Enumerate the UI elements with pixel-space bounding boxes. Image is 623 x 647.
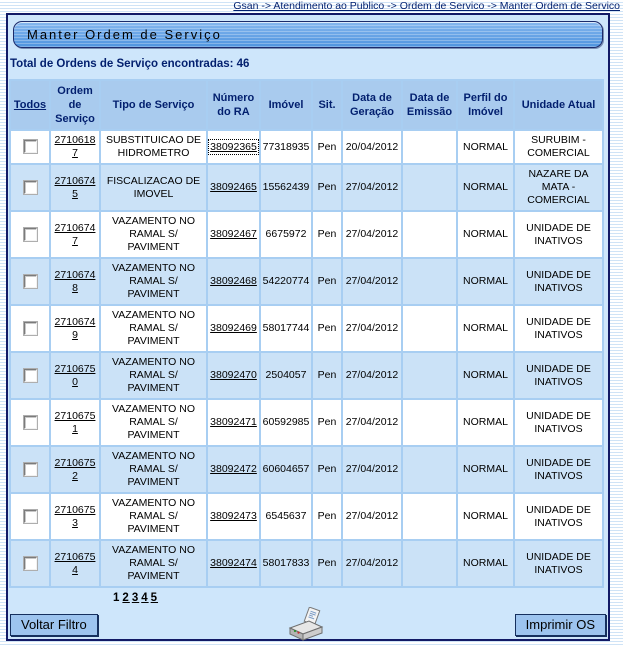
tipo-servico-cell: VAZAMENTO NO RAMAL S/ PAVIMENT	[100, 493, 207, 540]
column-header: Perfil do Imóvel	[457, 80, 514, 130]
ra-link[interactable]: 38092467	[210, 228, 257, 240]
data-geracao-cell: 27/04/2012	[342, 352, 402, 399]
ra-cell	[207, 305, 260, 352]
os-link[interactable]: 27106747	[54, 221, 96, 247]
table-row	[10, 258, 603, 305]
situacao-cell: Pen	[312, 446, 342, 493]
ra-cell	[207, 211, 260, 258]
row-checkbox[interactable]	[24, 463, 37, 476]
row-checkbox[interactable]	[24, 140, 37, 153]
tipo-servico-cell: VAZAMENTO NO RAMAL S/ PAVIMENT	[100, 258, 207, 305]
main-frame	[6, 13, 610, 641]
situacao-cell: Pen	[312, 540, 342, 587]
ra-cell	[207, 399, 260, 446]
os-cell	[50, 399, 100, 446]
situacao-cell: Pen	[312, 211, 342, 258]
data-geracao-cell: 27/04/2012	[342, 446, 402, 493]
os-cell	[50, 493, 100, 540]
unidade-atual-cell: UNIDADE DE INATIVOS	[514, 258, 603, 305]
data-geracao-cell: 27/04/2012	[342, 211, 402, 258]
data-geracao-cell: 20/04/2012	[342, 130, 402, 164]
perfil-imovel-cell: NORMAL	[457, 211, 514, 258]
situacao-cell: Pen	[312, 493, 342, 540]
tipo-servico-cell: VAZAMENTO NO RAMAL S/ PAVIMENT	[100, 540, 207, 587]
unidade-atual-cell: UNIDADE DE INATIVOS	[514, 399, 603, 446]
os-link[interactable]: 27106745	[54, 174, 96, 200]
imovel-cell: 60592985	[260, 399, 312, 446]
checkbox-cell	[10, 493, 50, 540]
situacao-cell: Pen	[312, 130, 342, 164]
results-summary: Total de Ordens de Serviço encontradas: 46	[10, 58, 250, 70]
data-emissao-cell	[402, 446, 457, 493]
situacao-cell: Pen	[312, 258, 342, 305]
row-checkbox[interactable]	[24, 181, 37, 194]
os-cell	[50, 305, 100, 352]
perfil-imovel-cell: NORMAL	[457, 130, 514, 164]
column-header: Data de Geração	[342, 80, 402, 130]
unidade-atual-cell: UNIDADE DE INATIVOS	[514, 446, 603, 493]
imprimir-os-button[interactable]: Imprimir OS	[515, 614, 606, 636]
footer-bar	[10, 607, 606, 643]
data-emissao-cell	[402, 540, 457, 587]
row-checkbox[interactable]	[24, 369, 37, 382]
ra-link[interactable]: 38092465	[210, 181, 257, 193]
tipo-servico-cell: VAZAMENTO NO RAMAL S/ PAVIMENT	[100, 446, 207, 493]
ra-link[interactable]: 38092469	[210, 322, 257, 334]
data-emissao-cell	[402, 305, 457, 352]
os-cell	[50, 164, 100, 211]
table-row	[10, 493, 603, 540]
column-header: Imóvel	[260, 80, 312, 130]
table-row	[10, 164, 603, 211]
unidade-atual-cell: SURUBIM - COMERCIAL	[514, 130, 603, 164]
perfil-imovel-cell: NORMAL	[457, 493, 514, 540]
checkbox-cell	[10, 352, 50, 399]
imovel-cell: 58017744	[260, 305, 312, 352]
row-checkbox[interactable]	[24, 322, 37, 335]
perfil-imovel-cell: NORMAL	[457, 352, 514, 399]
data-emissao-cell	[402, 493, 457, 540]
select-all-link[interactable]: Todos	[13, 99, 47, 111]
situacao-cell: Pen	[312, 305, 342, 352]
imovel-cell: 2504057	[260, 352, 312, 399]
situacao-cell: Pen	[312, 399, 342, 446]
ra-link[interactable]: 38092468	[210, 275, 257, 287]
ra-cell	[207, 258, 260, 305]
perfil-imovel-cell: NORMAL	[457, 258, 514, 305]
voltar-filtro-button[interactable]: Voltar Filtro	[10, 614, 98, 636]
ra-cell	[207, 164, 260, 211]
page-link[interactable]: 5	[150, 592, 159, 604]
situacao-cell: Pen	[312, 352, 342, 399]
checkbox-cell	[10, 540, 50, 587]
table-row	[10, 130, 603, 164]
data-geracao-cell: 27/04/2012	[342, 399, 402, 446]
data-geracao-cell: 27/04/2012	[342, 164, 402, 211]
os-cell	[50, 211, 100, 258]
imovel-cell: 15562439	[260, 164, 312, 211]
imovel-cell: 54220774	[260, 258, 312, 305]
page-title: Manter Ordem de Serviço	[27, 27, 222, 42]
ra-link[interactable]: 38092470	[210, 369, 257, 381]
column-header: Tipo de Serviço	[100, 80, 207, 130]
tipo-servico-cell: VAZAMENTO NO RAMAL S/ PAVIMENT	[100, 305, 207, 352]
os-link[interactable]: 27106753	[54, 503, 96, 529]
column-header: Data de Emissão	[402, 80, 457, 130]
page-link[interactable]: 3	[131, 592, 140, 604]
data-emissao-cell	[402, 399, 457, 446]
row-checkbox[interactable]	[24, 275, 37, 288]
page-links	[120, 592, 158, 604]
os-link[interactable]: 27106754	[54, 550, 96, 576]
page-title-bar	[13, 21, 603, 48]
os-cell	[50, 352, 100, 399]
checkbox-cell	[10, 164, 50, 211]
os-cell	[50, 540, 100, 587]
unidade-atual-cell: UNIDADE DE INATIVOS	[514, 305, 603, 352]
tipo-servico-cell: VAZAMENTO NO RAMAL S/ PAVIMENT	[100, 352, 207, 399]
imovel-cell: 58017833	[260, 540, 312, 587]
ra-cell	[207, 446, 260, 493]
data-geracao-cell: 27/04/2012	[342, 305, 402, 352]
ra-cell	[207, 493, 260, 540]
os-link[interactable]: 27106748	[54, 268, 96, 294]
checkbox-cell	[10, 399, 50, 446]
perfil-imovel-cell: NORMAL	[457, 399, 514, 446]
os-cell	[50, 130, 100, 164]
tipo-servico-cell: FISCALIZACAO DE IMOVEL	[100, 164, 207, 211]
perfil-imovel-cell: NORMAL	[457, 540, 514, 587]
table-row	[10, 446, 603, 493]
perfil-imovel-cell: NORMAL	[457, 305, 514, 352]
ra-cell	[207, 130, 260, 164]
data-emissao-cell	[402, 352, 457, 399]
unidade-atual-cell: NAZARE DA MATA - COMERCIAL	[514, 164, 603, 211]
os-link[interactable]: 27106749	[54, 315, 96, 341]
table-header-row	[10, 80, 603, 130]
pagination	[113, 592, 608, 604]
data-geracao-cell: 27/04/2012	[342, 258, 402, 305]
tipo-servico-cell: SUBSTITUICAO DE HIDROMETRO	[100, 130, 207, 164]
table-row	[10, 352, 603, 399]
checkbox-cell	[10, 211, 50, 258]
checkbox-cell	[10, 446, 50, 493]
os-cell	[50, 258, 100, 305]
breadcrumb-link[interactable]: Gsan -> Atendimento ao Publico -> Ordem de Servico -> Manter Ordem de Servico	[233, 0, 620, 12]
page-link[interactable]: 4	[141, 592, 149, 604]
ra-link[interactable]: 38092474	[210, 557, 257, 569]
os-link[interactable]: 27106752	[54, 456, 96, 482]
ra-cell	[207, 540, 260, 587]
unidade-atual-cell: UNIDADE DE INATIVOS	[514, 211, 603, 258]
row-checkbox[interactable]	[24, 228, 37, 241]
os-link[interactable]: 27106751	[54, 409, 96, 435]
page-current: 1	[113, 592, 121, 604]
checkbox-cell	[10, 305, 50, 352]
data-geracao-cell: 27/04/2012	[342, 540, 402, 587]
page-link[interactable]: 2	[122, 592, 130, 604]
column-header: Sit.	[312, 80, 342, 130]
column-header: Unidade Atual	[514, 80, 603, 130]
data-emissao-cell	[402, 211, 457, 258]
os-cell	[50, 446, 100, 493]
checkbox-cell	[10, 130, 50, 164]
orders-table	[9, 79, 604, 588]
data-geracao-cell: 27/04/2012	[342, 493, 402, 540]
data-emissao-cell	[402, 258, 457, 305]
tipo-servico-cell: VAZAMENTO NO RAMAL S/ PAVIMENT	[100, 399, 207, 446]
ra-link[interactable]: 38092471	[210, 416, 257, 428]
column-header: Número do RA	[207, 80, 260, 130]
table-row	[10, 305, 603, 352]
column-header: Ordem de Serviço	[50, 80, 100, 130]
ra-link[interactable]: 38092365	[210, 140, 257, 153]
os-link[interactable]: 27106187	[54, 134, 96, 159]
perfil-imovel-cell: NORMAL	[457, 446, 514, 493]
table-row	[10, 399, 603, 446]
checkbox-cell	[10, 258, 50, 305]
printer-icon[interactable]	[286, 607, 326, 643]
row-checkbox[interactable]	[24, 510, 37, 523]
row-checkbox[interactable]	[24, 416, 37, 429]
os-link[interactable]: 27106750	[54, 362, 96, 388]
tipo-servico-cell: VAZAMENTO NO RAMAL S/ PAVIMENT	[100, 211, 207, 258]
table-row	[10, 540, 603, 587]
ra-link[interactable]: 38092473	[210, 510, 257, 522]
perfil-imovel-cell: NORMAL	[457, 164, 514, 211]
unidade-atual-cell: UNIDADE DE INATIVOS	[514, 352, 603, 399]
imovel-cell: 60604657	[260, 446, 312, 493]
data-emissao-cell	[402, 164, 457, 211]
unidade-atual-cell: UNIDADE DE INATIVOS	[514, 540, 603, 587]
orders-table-body	[10, 130, 603, 587]
ra-cell	[207, 352, 260, 399]
imovel-cell: 6545637	[260, 493, 312, 540]
table-row	[10, 211, 603, 258]
situacao-cell: Pen	[312, 164, 342, 211]
data-emissao-cell	[402, 130, 457, 164]
imovel-cell: 77318935	[260, 130, 312, 164]
breadcrumb	[0, 0, 620, 13]
column-header	[10, 80, 50, 130]
ra-link[interactable]: 38092472	[210, 463, 257, 475]
imovel-cell: 6675972	[260, 211, 312, 258]
row-checkbox[interactable]	[24, 557, 37, 570]
unidade-atual-cell: UNIDADE DE INATIVOS	[514, 493, 603, 540]
